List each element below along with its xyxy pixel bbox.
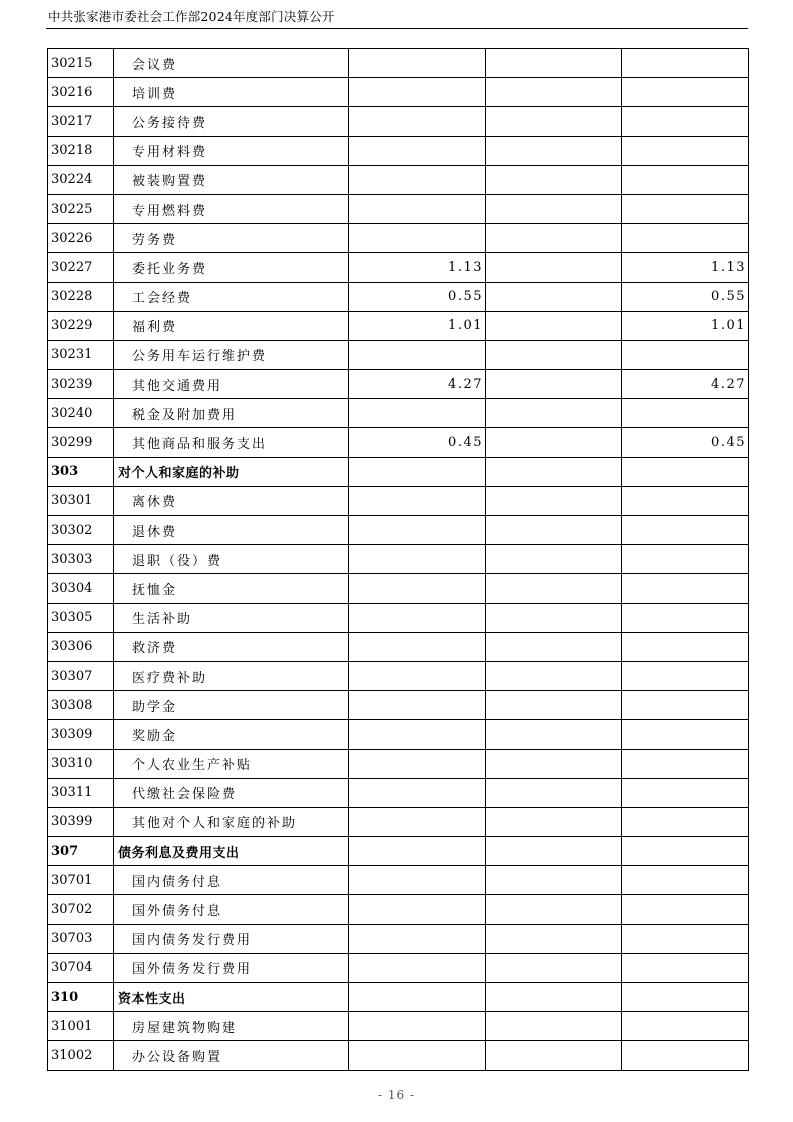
amount-cell-3 [622,457,749,486]
page-header-title: 中共张家港市委社会工作部2024年度部门决算公开 [48,9,335,24]
account-code-cell: 30228 [48,282,114,311]
amount-cell-3 [622,603,749,632]
amount-cell-1: 4.27 [349,370,486,399]
amount-cell-2 [486,1012,622,1041]
amount-cell-2 [486,807,622,836]
amount-cell-3 [622,574,749,603]
amount-cell-1 [349,165,486,194]
expenditure-table [47,48,749,1071]
account-name-cell: 委托业务费 [114,253,349,282]
account-name-cell: 其他交通费用 [114,370,349,399]
amount-cell-3 [622,837,749,866]
account-code-cell: 30704 [48,953,114,982]
amount-cell-1 [349,924,486,953]
account-code-cell: 30307 [48,661,114,690]
amount-cell-2 [486,78,622,107]
amount-cell-1 [349,516,486,545]
table-row [48,983,749,1012]
amount-cell-3 [622,49,749,78]
account-code-cell: 30305 [48,603,114,632]
account-name-cell: 房屋建筑物购建 [114,1012,349,1041]
amount-cell-3 [622,516,749,545]
amount-cell-1 [349,574,486,603]
account-name-cell: 抚恤金 [114,574,349,603]
table-row [48,49,749,78]
amount-cell-1 [349,78,486,107]
account-name-cell: 医疗费补助 [114,661,349,690]
page-number: - 16 - [377,1088,415,1102]
account-name-cell: 公务接待费 [114,107,349,136]
amount-cell-2 [486,837,622,866]
table-row [48,953,749,982]
amount-cell-1 [349,983,486,1012]
amount-cell-2 [486,428,622,457]
table-row [48,194,749,223]
amount-cell-1 [349,224,486,253]
amount-cell-3: 1.01 [622,311,749,340]
account-name-cell: 办公设备购置 [114,1041,349,1070]
table-row [48,370,749,399]
table-row [48,720,749,749]
amount-cell-1 [349,194,486,223]
amount-cell-1 [349,1041,486,1070]
amount-cell-2 [486,749,622,778]
table-row [48,399,749,428]
amount-cell-2 [486,632,622,661]
account-name-cell: 国内债务发行费用 [114,924,349,953]
amount-cell-2 [486,165,622,194]
account-code-cell: 30302 [48,516,114,545]
amount-cell-1 [349,340,486,369]
amount-cell-3 [622,983,749,1012]
table-row [48,924,749,953]
amount-cell-2 [486,516,622,545]
table-row [48,691,749,720]
amount-cell-1 [349,866,486,895]
account-code-cell: 30306 [48,632,114,661]
amount-cell-2 [486,370,622,399]
amount-cell-1: 1.01 [349,311,486,340]
table-row [48,837,749,866]
amount-cell-3 [622,107,749,136]
amount-cell-3 [622,632,749,661]
account-name-cell: 债务利息及费用支出 [114,837,349,866]
account-name-cell: 退职（役）费 [114,545,349,574]
table-row [48,340,749,369]
table-row [48,1041,749,1070]
table-row [48,866,749,895]
amount-cell-1 [349,749,486,778]
account-name-cell: 对个人和家庭的补助 [114,457,349,486]
account-code-cell: 30239 [48,370,114,399]
amount-cell-1 [349,807,486,836]
account-code-cell: 30309 [48,720,114,749]
amount-cell-3: 0.55 [622,282,749,311]
account-code-cell: 30701 [48,866,114,895]
amount-cell-1 [349,691,486,720]
account-code-cell: 30304 [48,574,114,603]
amount-cell-3 [622,224,749,253]
table-row [48,457,749,486]
table-row [48,282,749,311]
amount-cell-1 [349,49,486,78]
amount-cell-2 [486,1041,622,1070]
amount-cell-2 [486,953,622,982]
account-code-cell: 30311 [48,778,114,807]
amount-cell-2 [486,691,622,720]
amount-cell-2 [486,136,622,165]
account-name-cell: 其他对个人和家庭的补助 [114,807,349,836]
account-code-cell: 30226 [48,224,114,253]
account-code-cell: 31001 [48,1012,114,1041]
amount-cell-2 [486,49,622,78]
amount-cell-3 [622,866,749,895]
table-row [48,516,749,545]
account-code-cell: 30310 [48,749,114,778]
amount-cell-3: 0.45 [622,428,749,457]
table-row [48,224,749,253]
table-row [48,1012,749,1041]
account-code-cell: 30225 [48,194,114,223]
amount-cell-2 [486,545,622,574]
account-name-cell: 退休费 [114,516,349,545]
amount-cell-2 [486,603,622,632]
account-code-cell: 30218 [48,136,114,165]
account-name-cell: 公务用车运行维护费 [114,340,349,369]
account-name-cell: 奖励金 [114,720,349,749]
account-code-cell: 31002 [48,1041,114,1070]
account-code-cell: 303 [48,457,114,486]
amount-cell-1 [349,661,486,690]
account-code-cell: 30299 [48,428,114,457]
account-code-cell: 30303 [48,545,114,574]
table-row [48,545,749,574]
account-name-cell: 个人农业生产补贴 [114,749,349,778]
amount-cell-3 [622,1012,749,1041]
account-code-cell: 310 [48,983,114,1012]
amount-cell-1 [349,136,486,165]
amount-cell-3: 1.13 [622,253,749,282]
account-code-cell: 30227 [48,253,114,282]
header-rule [46,28,748,29]
account-code-cell: 30399 [48,807,114,836]
table-body [48,49,749,1071]
table-row [48,136,749,165]
account-name-cell: 助学金 [114,691,349,720]
amount-cell-2 [486,311,622,340]
account-name-cell: 被装购置费 [114,165,349,194]
amount-cell-3 [622,545,749,574]
amount-cell-1 [349,545,486,574]
account-code-cell: 30229 [48,311,114,340]
account-name-cell: 国内债务付息 [114,866,349,895]
amount-cell-3: 4.27 [622,370,749,399]
account-code-cell: 30216 [48,78,114,107]
amount-cell-2 [486,224,622,253]
account-name-cell: 工会经费 [114,282,349,311]
amount-cell-1: 0.45 [349,428,486,457]
table-row [48,632,749,661]
amount-cell-2 [486,574,622,603]
amount-cell-2 [486,924,622,953]
account-code-cell: 30231 [48,340,114,369]
amount-cell-1 [349,778,486,807]
account-name-cell: 国外债务付息 [114,895,349,924]
account-code-cell: 30301 [48,486,114,515]
table-row [48,78,749,107]
account-code-cell: 30703 [48,924,114,953]
table-row [48,661,749,690]
amount-cell-2 [486,194,622,223]
amount-cell-1 [349,457,486,486]
account-code-cell: 30308 [48,691,114,720]
amount-cell-1 [349,1012,486,1041]
table-row [48,749,749,778]
amount-cell-2 [486,107,622,136]
table-row [48,107,749,136]
amount-cell-3 [622,953,749,982]
amount-cell-2 [486,778,622,807]
account-name-cell: 资本性支出 [114,983,349,1012]
amount-cell-3 [622,78,749,107]
table-row [48,895,749,924]
account-name-cell: 其他商品和服务支出 [114,428,349,457]
account-name-cell: 税金及附加费用 [114,399,349,428]
amount-cell-3 [622,165,749,194]
amount-cell-1 [349,720,486,749]
amount-cell-2 [486,895,622,924]
amount-cell-1 [349,107,486,136]
amount-cell-2 [486,399,622,428]
account-code-cell: 30224 [48,165,114,194]
amount-cell-3 [622,778,749,807]
amount-cell-1 [349,603,486,632]
table-row [48,165,749,194]
account-name-cell: 福利费 [114,311,349,340]
amount-cell-1 [349,486,486,515]
amount-cell-1 [349,632,486,661]
amount-cell-1 [349,895,486,924]
account-code-cell: 30702 [48,895,114,924]
account-name-cell: 培训费 [114,78,349,107]
amount-cell-3 [622,895,749,924]
amount-cell-3 [622,136,749,165]
table-row [48,603,749,632]
amount-cell-3 [622,486,749,515]
account-name-cell: 代缴社会保险费 [114,778,349,807]
amount-cell-2 [486,253,622,282]
amount-cell-2 [486,340,622,369]
amount-cell-1: 0.55 [349,282,486,311]
amount-cell-3 [622,691,749,720]
table-row [48,807,749,836]
account-name-cell: 劳务费 [114,224,349,253]
amount-cell-3 [622,924,749,953]
amount-cell-2 [486,661,622,690]
account-name-cell: 专用燃料费 [114,194,349,223]
amount-cell-3 [622,1041,749,1070]
amount-cell-2 [486,983,622,1012]
amount-cell-2 [486,457,622,486]
account-code-cell: 30240 [48,399,114,428]
table-row [48,778,749,807]
amount-cell-3 [622,399,749,428]
amount-cell-1 [349,837,486,866]
table-row [48,428,749,457]
amount-cell-3 [622,720,749,749]
account-name-cell: 会议费 [114,49,349,78]
amount-cell-2 [486,866,622,895]
table-row [48,486,749,515]
account-code-cell: 30215 [48,49,114,78]
amount-cell-1 [349,953,486,982]
amount-cell-2 [486,486,622,515]
account-name-cell: 国外债务发行费用 [114,953,349,982]
account-name-cell: 救济费 [114,632,349,661]
account-name-cell: 生活补助 [114,603,349,632]
amount-cell-1 [349,399,486,428]
amount-cell-1: 1.13 [349,253,486,282]
account-name-cell: 离休费 [114,486,349,515]
account-code-cell: 30217 [48,107,114,136]
amount-cell-2 [486,720,622,749]
amount-cell-3 [622,807,749,836]
amount-cell-3 [622,194,749,223]
account-code-cell: 307 [48,837,114,866]
amount-cell-3 [622,749,749,778]
table-row [48,574,749,603]
account-name-cell: 专用材料费 [114,136,349,165]
table-row [48,311,749,340]
amount-cell-3 [622,661,749,690]
amount-cell-3 [622,340,749,369]
amount-cell-2 [486,282,622,311]
table-row [48,253,749,282]
